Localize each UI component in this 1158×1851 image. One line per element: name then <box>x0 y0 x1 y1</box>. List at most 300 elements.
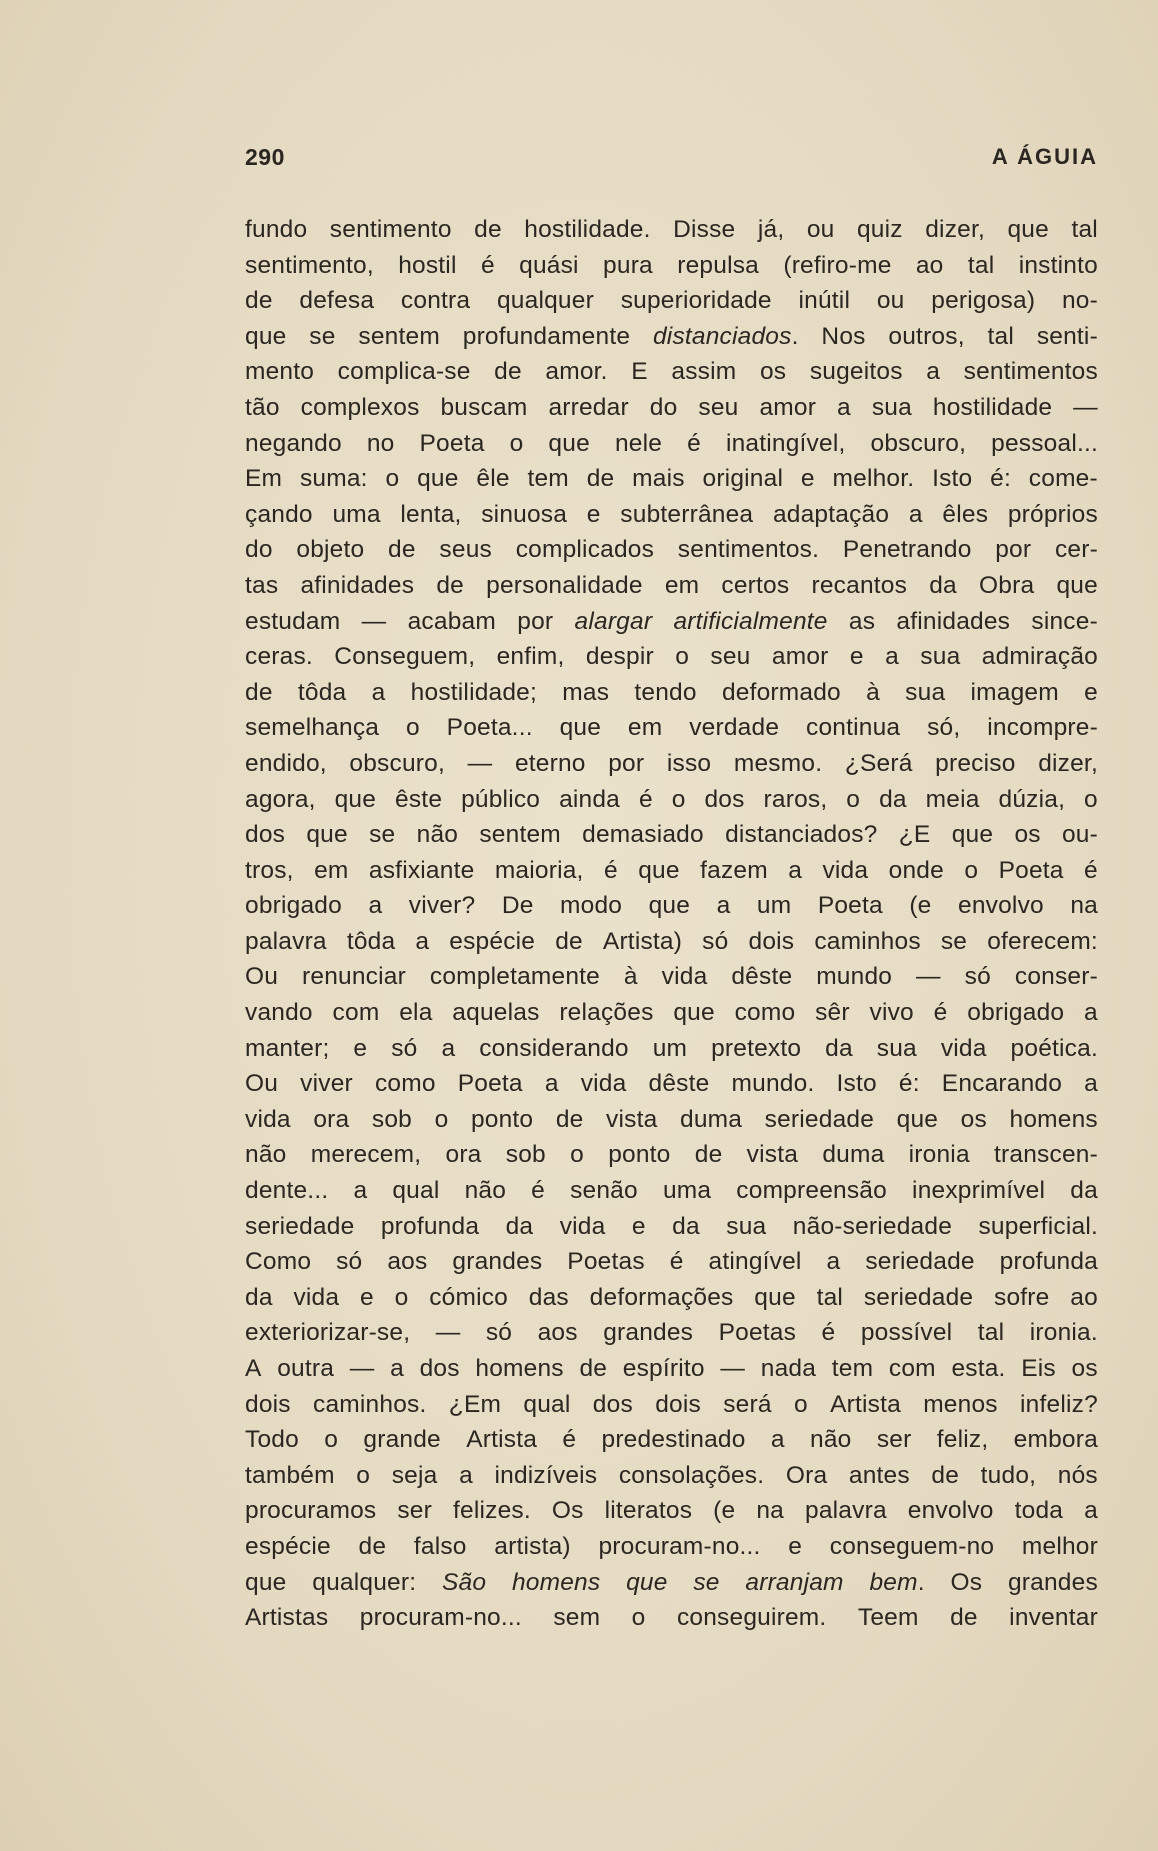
word: de <box>245 287 273 315</box>
word: Isto <box>836 1070 877 1098</box>
word: é <box>562 1426 577 1454</box>
word: o <box>324 1426 339 1454</box>
word: assim <box>671 358 737 386</box>
word: ser <box>397 1497 432 1525</box>
word: a <box>770 1426 785 1454</box>
word: de <box>388 536 416 564</box>
word: hostilidade; <box>410 678 538 706</box>
word: ceras. <box>245 643 313 671</box>
word: nele <box>614 429 663 457</box>
word: Artista <box>830 1390 901 1418</box>
word: um <box>652 1034 688 1062</box>
word: De <box>501 892 534 920</box>
word: que <box>626 1568 668 1596</box>
word: contra <box>400 287 471 315</box>
word: caminhos. <box>313 1390 427 1418</box>
word: que <box>754 1283 796 1311</box>
word: e <box>1084 678 1098 706</box>
word: falso <box>413 1532 467 1560</box>
word: preciso <box>935 749 1016 777</box>
word: bem. <box>869 1568 925 1596</box>
word: tal <box>977 1319 1005 1347</box>
word: Os <box>551 1497 584 1525</box>
word: complicados <box>515 536 655 564</box>
word: e <box>849 643 864 671</box>
text-line <box>245 497 1098 533</box>
word: o <box>385 465 400 493</box>
word: conseguem-no <box>829 1532 995 1560</box>
word: tendo <box>634 678 697 706</box>
word: inútil <box>798 287 851 315</box>
word: afinidades <box>896 607 1011 635</box>
word: dos <box>419 1355 460 1382</box>
word: espírito <box>622 1355 705 1382</box>
word: arredar <box>548 393 629 421</box>
word: que <box>334 785 377 813</box>
word: seriedade <box>863 1283 974 1311</box>
word: dois <box>748 927 795 955</box>
word: A <box>245 1355 262 1382</box>
word: tem <box>831 1355 874 1382</box>
word: dos <box>245 821 286 849</box>
word: é <box>669 1248 684 1276</box>
word: viver <box>300 1070 353 1098</box>
word: completamente <box>429 963 600 991</box>
word: Ou <box>245 1070 279 1098</box>
word: dos <box>704 785 745 813</box>
text-line <box>245 1493 1098 1529</box>
word: próprios <box>1007 500 1098 528</box>
text-line <box>245 782 1098 818</box>
word: São <box>441 1568 487 1596</box>
word: quiz <box>856 216 903 243</box>
word: o <box>570 1141 584 1169</box>
word: que <box>673 999 715 1027</box>
word: a <box>716 892 731 920</box>
word: personalidade <box>486 571 643 599</box>
word: em <box>627 714 663 742</box>
text-line <box>245 1280 1098 1316</box>
word: grandes <box>452 1248 543 1276</box>
word: ou <box>876 287 905 315</box>
word: vida <box>245 1105 291 1133</box>
body-text <box>245 212 1098 1636</box>
word: que <box>559 714 602 742</box>
word: poética. <box>1010 1034 1098 1062</box>
word: da <box>245 1283 273 1311</box>
word: renunciar <box>302 963 406 991</box>
word: quási <box>519 251 579 279</box>
word: a <box>1084 1497 1098 1525</box>
word: vista <box>606 1105 658 1133</box>
text-line <box>245 283 1098 319</box>
word: vista <box>746 1141 799 1169</box>
word: da <box>1070 1177 1098 1205</box>
word: profunda <box>999 1248 1098 1276</box>
word: no <box>366 429 395 457</box>
text-line <box>245 532 1098 568</box>
word: seja <box>391 1461 438 1489</box>
word: E <box>631 358 648 386</box>
word: artificialmente <box>673 607 828 635</box>
word: com <box>888 1355 936 1382</box>
word: deformações <box>589 1283 734 1311</box>
word: senti- <box>1036 322 1098 350</box>
word: sua <box>920 643 961 671</box>
word: vida <box>559 1212 606 1240</box>
word: e <box>631 1212 646 1240</box>
word: obrigado <box>245 892 342 920</box>
word: Obra <box>979 571 1035 599</box>
word: ainda <box>559 785 621 813</box>
word: afinidades <box>300 571 415 599</box>
word: maioria, <box>494 856 584 884</box>
text-line <box>245 604 1098 640</box>
word: à <box>623 963 638 991</box>
text-line <box>245 461 1098 497</box>
word: Poeta <box>817 892 883 920</box>
word: que <box>417 465 459 493</box>
word: tal <box>816 1283 844 1311</box>
word: será <box>723 1390 772 1418</box>
word: incompre- <box>987 714 1098 742</box>
word: as <box>848 607 876 635</box>
word: alargar <box>574 607 653 635</box>
word: das <box>528 1283 569 1311</box>
word: raros, <box>763 785 828 813</box>
word: ao <box>915 251 944 279</box>
word: tudo, <box>980 1461 1037 1489</box>
word: Encarando <box>941 1070 1063 1098</box>
word: o <box>509 429 524 457</box>
text-line <box>245 1387 1098 1423</box>
word: vida <box>661 963 708 991</box>
word: Poetas <box>567 1248 645 1276</box>
text-line <box>245 1600 1098 1636</box>
word: vando <box>245 999 313 1027</box>
word: instinto <box>1018 251 1098 279</box>
word: amor. <box>545 358 608 386</box>
text-line <box>245 995 1098 1031</box>
word: grande <box>363 1426 441 1454</box>
word: sentimentos. <box>677 536 820 564</box>
word: como <box>374 1070 436 1098</box>
word: predestinado <box>601 1426 746 1454</box>
page-number: 290 <box>245 144 285 170</box>
text-line <box>245 853 1098 889</box>
word: agora, <box>245 785 316 813</box>
word: mas <box>562 678 610 706</box>
word: complexos <box>300 393 420 421</box>
word: dêste <box>648 1070 710 1098</box>
word: obrigado <box>967 999 1065 1027</box>
word: se <box>693 1568 720 1596</box>
word: sinuosa <box>481 500 568 528</box>
word: ¿Será <box>844 749 913 777</box>
text-line <box>245 817 1098 853</box>
word: não <box>245 1141 287 1169</box>
word: — <box>349 1355 375 1382</box>
word: sob <box>505 1141 546 1169</box>
word: viver? <box>408 892 476 920</box>
word: a <box>788 856 803 884</box>
text-line <box>245 639 1098 675</box>
text-line <box>245 248 1098 284</box>
word: a <box>926 358 941 386</box>
word: só <box>391 1034 418 1062</box>
word: meia <box>925 785 980 813</box>
word: — <box>435 1319 461 1347</box>
word: os <box>1014 821 1041 849</box>
word: — <box>720 1355 746 1382</box>
word: o <box>671 785 686 813</box>
word: perigosa) <box>931 287 1036 315</box>
word: já, <box>757 216 785 243</box>
word: sofre <box>994 1283 1050 1311</box>
word: que <box>1007 216 1049 243</box>
word: tas <box>245 571 279 599</box>
word: ser <box>876 1426 912 1454</box>
word: mais <box>632 465 685 493</box>
word: procuram-no... <box>359 1604 522 1632</box>
word: dente... <box>245 1177 329 1205</box>
word: melhor. <box>832 465 915 493</box>
word: vida <box>293 1283 340 1311</box>
word: lenta, <box>400 500 462 528</box>
word: nós <box>1057 1461 1098 1489</box>
word: só <box>336 1248 363 1276</box>
word: a <box>1084 1070 1098 1098</box>
word: homens <box>1009 1105 1098 1133</box>
word: é <box>603 856 618 884</box>
word: os <box>759 358 787 386</box>
word: ora <box>445 1141 482 1169</box>
word: consolações. <box>618 1461 765 1489</box>
word: ao <box>1070 1283 1098 1311</box>
word: seriedade <box>865 1248 975 1276</box>
word: vida <box>940 1034 987 1062</box>
word: procuram-no... <box>598 1532 761 1560</box>
word: se <box>940 927 968 955</box>
word: tem <box>527 465 569 493</box>
word: é <box>821 1319 836 1347</box>
word: exteriorizar-se, <box>245 1319 411 1347</box>
text-line <box>245 959 1098 995</box>
word: é <box>933 999 948 1027</box>
word: é <box>531 1177 545 1205</box>
word: a <box>441 1034 456 1062</box>
word: Os <box>950 1568 983 1596</box>
word: mento <box>245 358 315 386</box>
word: o <box>1084 785 1098 813</box>
text-line <box>245 746 1098 782</box>
word: hostil <box>398 251 457 279</box>
text-line <box>245 390 1098 426</box>
word: sua <box>726 1212 767 1240</box>
word: Em <box>245 465 283 493</box>
word: uma <box>332 500 381 528</box>
word: oferecem: <box>987 927 1098 955</box>
word: sua <box>905 678 946 706</box>
word: compreensão <box>736 1177 887 1205</box>
word: sentimento <box>329 216 452 243</box>
word: possível <box>860 1319 953 1347</box>
word: toda <box>1014 1497 1064 1525</box>
word: público <box>461 785 541 813</box>
word: superficial. <box>978 1212 1098 1240</box>
word: distanciados. <box>652 322 799 350</box>
word: literatos <box>604 1497 693 1525</box>
word: por <box>517 607 554 635</box>
word: tros, <box>245 856 294 884</box>
word: ponto <box>470 1105 534 1133</box>
word: tal <box>967 251 995 279</box>
word: fundo <box>245 216 308 243</box>
word: tão <box>245 393 280 421</box>
word: obscuro, <box>349 749 445 777</box>
word: asfixiante <box>368 856 475 884</box>
word: é <box>638 785 653 813</box>
word: qual <box>392 1177 440 1205</box>
word: de <box>950 1604 978 1632</box>
text-line <box>245 710 1098 746</box>
word: da <box>825 1034 853 1062</box>
text-line <box>245 568 1098 604</box>
word: isso <box>666 749 712 777</box>
word: a <box>1084 999 1098 1027</box>
word: de <box>555 927 583 955</box>
word: homens <box>511 1568 601 1596</box>
word: despir <box>585 643 654 671</box>
word: nada <box>760 1355 817 1382</box>
word: o <box>675 643 690 671</box>
text-line <box>245 1565 1098 1601</box>
word: sem <box>553 1604 601 1632</box>
word: amor <box>759 393 817 421</box>
text-line <box>245 1102 1098 1138</box>
word: só, <box>927 714 961 742</box>
word: do <box>649 393 678 421</box>
word: ironia. <box>1029 1319 1098 1347</box>
text-line <box>245 1066 1098 1102</box>
word: vida <box>822 856 869 884</box>
word: obscuro, <box>870 429 967 457</box>
word: transcen- <box>994 1141 1098 1169</box>
word: mundo <box>816 963 893 991</box>
word: é: <box>990 465 1011 493</box>
word: negando <box>245 429 342 457</box>
word: hostilidade. <box>524 216 651 243</box>
word: caminhos <box>814 927 921 955</box>
word: dêste <box>731 963 793 991</box>
word: Poeta... <box>446 714 533 742</box>
word: o <box>405 714 420 742</box>
word: êste <box>395 785 443 813</box>
word: continua <box>806 714 901 742</box>
text-line <box>245 888 1098 924</box>
word: aos <box>537 1319 578 1347</box>
word: verdade <box>689 714 780 742</box>
word: cer- <box>1054 536 1098 564</box>
word: uma <box>662 1177 712 1205</box>
word: os <box>960 1105 987 1133</box>
word: Como <box>245 1248 312 1276</box>
word: imagem <box>970 678 1059 706</box>
word: Eis <box>1021 1355 1056 1382</box>
word: Poeta <box>457 1070 523 1098</box>
word: espécie <box>245 1532 331 1560</box>
word: infeliz? <box>1020 1390 1098 1418</box>
word: ponto <box>608 1141 671 1169</box>
word: a <box>885 643 899 671</box>
word: seu <box>698 393 739 421</box>
word: e <box>586 500 601 528</box>
word: arranjam <box>745 1568 844 1596</box>
word: Teem <box>857 1604 919 1632</box>
word: ¿Em <box>448 1390 502 1418</box>
word: esta. <box>951 1355 1006 1382</box>
word: e <box>353 1034 368 1062</box>
word: o <box>964 856 979 884</box>
word: de <box>436 571 464 599</box>
word: a <box>544 1070 559 1098</box>
word: que <box>306 821 348 849</box>
word: à <box>866 678 880 706</box>
word: dizer, <box>1038 749 1098 777</box>
word: é <box>687 429 701 457</box>
word: sua <box>876 1034 917 1062</box>
word: endido, <box>245 749 327 777</box>
word: na <box>756 1497 785 1525</box>
word: de <box>586 465 615 493</box>
word: a <box>390 1355 404 1382</box>
word: de <box>494 358 522 386</box>
word: grandes <box>1007 1568 1098 1596</box>
word: sentem <box>358 322 440 350</box>
word: estudam <box>245 607 341 635</box>
word: hostilidade <box>932 393 1053 421</box>
word: o <box>356 1461 371 1489</box>
page-header <box>245 144 1098 174</box>
word: — <box>916 963 941 991</box>
word: inatingível, <box>725 429 846 457</box>
word: ora <box>313 1105 350 1133</box>
word: Disse <box>673 216 736 243</box>
word: Ou <box>245 963 279 991</box>
word: original <box>702 465 784 493</box>
word: superioridade <box>620 287 772 315</box>
word: só <box>964 963 991 991</box>
word: só <box>485 1319 513 1347</box>
word: de <box>694 1141 723 1169</box>
word: no- <box>1061 287 1098 315</box>
word: fazem <box>700 856 768 884</box>
word: relações <box>559 999 654 1027</box>
word: Todo <box>245 1426 299 1454</box>
word: outros, <box>888 322 965 350</box>
word: a <box>837 393 851 421</box>
word: felizes. <box>453 1497 531 1525</box>
word: de <box>358 1532 387 1560</box>
text-line <box>245 1351 1098 1387</box>
word: deformado <box>721 678 841 706</box>
word: (refiro-me <box>783 251 892 279</box>
word: dizer, <box>925 216 985 243</box>
word: também <box>245 1461 335 1489</box>
word: êle <box>476 465 510 493</box>
word: conseguirem. <box>676 1604 827 1632</box>
word: profunda <box>380 1212 480 1240</box>
